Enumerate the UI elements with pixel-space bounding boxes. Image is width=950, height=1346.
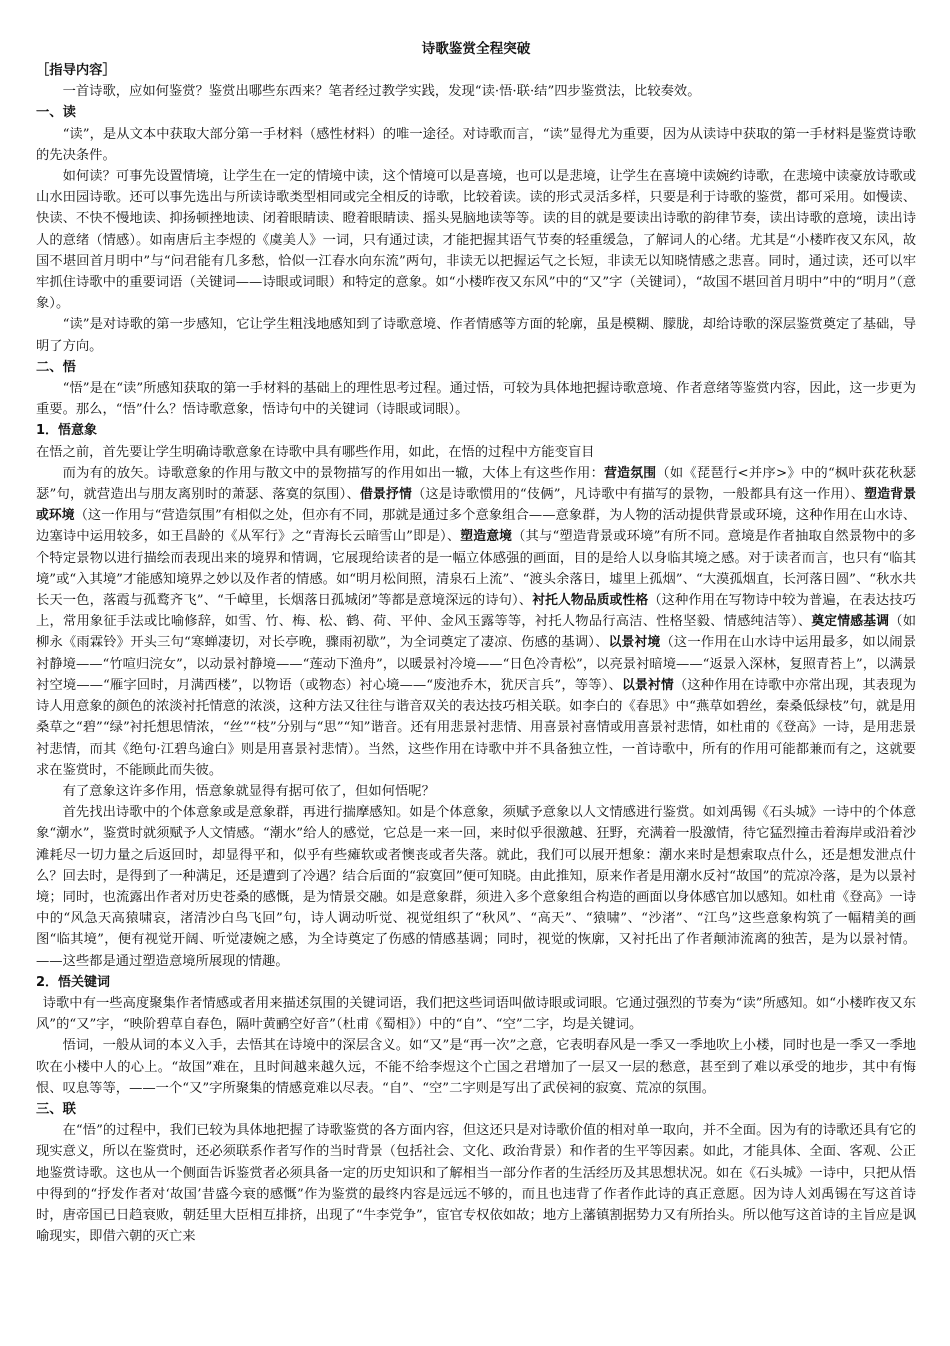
imagery-paragraph-4: 首先找出诗歌中的个体意象或是意象群，再进行揣摩感知。如是个体意象，须赋予意象以人文情感进行鉴赏。如刘禹锡《石头城》一诗中的个体意象“潮水”，鉴赏时就须赋予人文情感。“潮水”给人的感觉，它总是一来一回，来时似乎很激越、狂野，充满着一股激情，待它猛烈撞击着海岸或沿着沙滩耗尽一切力量之后返回时，却显得平和，似乎有些瘫软或者懊丧或者失落。就此，我们可以展开想象：潮水来时是想索取点什么，还是想发泄点什么？回去时，是得到了一种满足，还是遭到了冷遇？结合后面的“寂寞回”便可知晓。由此推知，原来作者是用潮水反衬“故国”的荒凉冷落，是为以景衬境；同时，也流露出作者对历史苍桑的感慨，是为情景交融。如是意象群，须进入多个意象组合构造的画面以身体感官加以感知。如杜甫《登高》一诗中的“风急天高猿啸哀，渚清沙白鸟飞回”句，诗人调动听觉、视觉组织了“秋风”、“高天”、“猿啸”、“沙渚”、“江鸟”这些意象构筑了一幅精美的画图“临其境”，便有视觉开阔、听觉凄婉之感，为全诗奠定了伤感的情感基调；同时，视觉的恢廓，又衬托出了作者颠沛流离的独苦，是为以景衬情。——这些都是通过塑造意境所展现的情趣。	[36, 805, 916, 969]
keyword-character: 衬托人物品质或性格	[532, 593, 649, 609]
imagery-paragraph-3: 有了意象这许多作用，悟意象就显得有据可依了，但如何悟呢？	[62, 783, 435, 799]
imagery-paragraph-1: 在悟之前，首先要让学生明确诗歌意象在诗歌中具有哪些作用，如此，在悟的过程中方能变盲目	[36, 444, 595, 460]
text-run: （如《琵琶行<并序>》中的“枫叶荻花秋瑟瑟”句，就营造出与朋友离别时的萧瑟、落寞的氛围）、	[36, 465, 916, 503]
text-run: （这是诗歌惯用的“伎俩”，凡诗歌中有描写的景物，一般都具有这一作用）、	[411, 487, 865, 503]
text-run: （这种作用在写物诗中较为普遍，在表达技巧上，常用象征手法或比喻修辞，如雪、竹、梅、松、鹤、荷、平仲、金风玉露等等，衬托人物品行高洁、性格坚毅、情感纯洁等）、	[36, 593, 917, 630]
subheading-imagery: 1．悟意象	[36, 423, 98, 439]
keywords-paragraph-2: 悟词，一般从词的本义入手，去悟其在诗境中的深层含义。如“又”是“再一次”之意，它表明春风是一季又一季地吹上小楼，同时也是一季又一季地吹在小楼中人的心上。“故国”难在，且时间越来越久远，不能不给李煜这个亡国之君增加了一层又一层的愁意，甚至到了难以承受的地步，其中有悔恨、叹息等等，——一个“又”字所聚集的情感竟难以尽表。“自”、“空”二字则是写出了武侯祠的寂寞、荒凉的氛围。	[36, 1038, 916, 1096]
read-paragraph-2: 如何读？可事先设置情境，让学生在一定的情境中读，这个情境可以是喜境，也可以是悲境，让学生在喜境中读婉约诗歌，在悲境中读豪放诗歌或山水田园诗歌。还可以事先选出与所读诗歌类型相同或完全相反的诗歌，比较着读。读的形式灵活多样，只要是利于诗歌的鉴赏，都可采用。如慢读、快读、不快不慢地读、抑扬顿挫地读、闭着眼睛读、瞪着眼睛读、摇头晃脑地读等等。读的目的就是要读出诗歌的韵律节奏，读出诗歌的意境，读出诗人的意绪（情感）。如南唐后主李煜的《虞美人》一词，只有通过读，才能把握其语气节奏的轻重缓急，了解词人的心绪。尤其是“小楼昨夜又东风，故国不堪回首月明中”与“问君能有几多愁，恰似一江春水向东流”两句，非读无以把握运气之长短，非读无以知晓情感之悲喜。同时，通过读，还可以牢牢抓住诗歌中的重要词语（关键词——诗眼或词眼）和特定的意象。如“小楼昨夜又东风”中的“又”字（关键词），“故国不堪回首月明中”中的“明月”（意象）。	[36, 169, 916, 312]
text-run: 而为有的放矢。诗歌意象的作用与散文中的景物描写的作用如出一辙，大体上有这些作用：	[62, 465, 605, 481]
keywords-paragraph-1: 诗歌中有一些高度聚集作者情感或者用来描述氛围的关键词语，我们把这些词语叫做诗眼或词眼。它通过强烈的节奏为“读”所感知。如“小楼昨夜又东风”的“又”字，“映阶碧草自春色，隔叶黄鹂空好音”（杜甫《蜀相》）中的“自”、“空”二字，均是关键词。	[36, 995, 916, 1033]
document-title: 诗歌鉴赏全程突破	[421, 41, 531, 57]
guide-heading: ［指导内容］	[36, 63, 116, 78]
keyword-tone: 奠定情感基调	[811, 614, 890, 630]
text-run: （这一作用在山水诗中运用最多，如以闹景衬静境——“竹喧归浣女”，以动景衬静境——“莲动下渔舟”，以暖景衬冷境——“日色冷青松”，以亮景衬暗境——“返景入深林，复照青苔上”，以满景衬空境——“雁字回时，月满西楼”，以物语（或物态）衬心境——“废池乔木，犹厌言兵”，等等）、	[36, 635, 917, 693]
understand-paragraph-1: “悟”是在“读”所感知获取的第一手材料的基础上的理性思考过程。通过悟，可较为具体地把握诗歌意境、作者意绪等鉴赏内容，因此，这一步更为重要。那么，“悟”什么？悟诗歌意象，悟诗句中的关键词（诗眼或词眼）。	[36, 381, 916, 418]
keyword-scene-emotion: 以景衬情	[621, 677, 674, 693]
keyword-atmosphere: 营造氛围	[604, 465, 657, 481]
text-run: （这一作用与“营造氛围”有相似之处，但亦有不同，那就是通过多个意象组合——意象群，为人物的活动提供背景或环境，这种作用在山水诗、边塞诗中运用较多，如王昌龄的《从军行》之“青海长云暗雪山”即是）、	[36, 508, 917, 545]
subheading-keywords: 2．悟关键词	[36, 974, 111, 990]
read-paragraph-1: “读”，是从文本中获取大部分第一手材料（感性材料）的唯一途径。对诗歌而言，“读”显得尤为重要，因为从读诗中获取的第一手材料是鉴赏诗歌的先决条件。	[36, 126, 916, 163]
section-heading-understand: 二、悟	[36, 359, 76, 375]
section-heading-read: 一、读	[36, 105, 76, 121]
keyword-scene-contrast: 以景衬境	[608, 635, 661, 651]
intro-paragraph: 一首诗歌，应如何鉴赏？鉴赏出哪些东西来？笔者经过教学实践，发现“读·悟·联·结”四步鉴赏法，比较奏效。	[62, 84, 701, 100]
section-heading-connect: 三、联	[36, 1101, 76, 1117]
keyword-lyric: 借景抒情	[359, 487, 412, 503]
text-run: （这种作用在诗歌中亦常出现，其表现为诗人用意象的颜色的浓淡衬托情意的浓淡，这种方法又往往与谐音双关的表达技巧相关联。如李白的《春思》中“燕草如碧丝，秦桑低绿枝”句，就是用桑草之“碧”“绿”衬托想思情浓，“丝”“枝”分别与“思”“知”谐音。还有用悲景衬悲情、用喜景衬喜情或用喜景衬悲情，如杜甫的《登高》一诗，是用悲景衬悲情，而其《绝句·江碧鸟逾白》则是用喜景衬悲情）。当然，这些作用在诗歌中并不具备独立性，一首诗歌中，所有的作用可能都兼而有之，这就要求在鉴赏时，不能顾此而失彼。	[36, 677, 917, 778]
text-run: （其与“塑造背景或环境”有所不同。意境是作者抽取自然景物中的多个特定景物以进行描绘而表现出来的境界和情调，它展现给读者的是一幅立体感强的画面，目的是给人以身临其境之感。对于读者而言，也只有“临其境”或“入其境”才能感知境界之妙以及作者的情感。如“明月松间照，清泉石上流”、“渡头余落日，墟里上孤烟”、“大漠孤烟直，长河落日圆”、“秋水共长天一色，落霞与孤鹜齐飞”、“千嶂里，长烟落日孤城闭”等都是意境深远的诗句）、	[36, 529, 916, 609]
read-paragraph-3: “读”是对诗歌的第一步感知，它让学生粗浅地感知到了诗歌意境、作者情感等方面的轮廓，虽是模糊、朦胧，却给诗歌的深层鉴赏奠定了基础，导明了方向。	[36, 317, 916, 354]
imagery-paragraph-2	[36, 463, 916, 781]
keyword-background: 塑造背景或环境	[36, 487, 917, 524]
keyword-artistic-conception: 塑造意境	[460, 529, 513, 545]
text-run: （如柳永《雨霖铃》开头三句“寒蝉凄切，对长亭晚，骤雨初歇”，为全词奠定了凄凉、伤感的基调）、	[36, 614, 917, 651]
connect-paragraph-1: 在“悟”的过程中，我们已较为具体地把握了诗歌鉴赏的各方面内容，但这还只是对诗歌价值的相对单一取向，并不全面。因为有的诗歌还具有它的现实意义，所以在鉴赏时，还必须联系作者写作的当时背景（包括社会、文化、政治背景）和作者的生平等因素。如此，才能具体、全面、客观、公正地鉴赏诗歌。这也从一个侧面告诉鉴赏者必须具备一定的历史知识和了解相当一部分作者的生活经历及其思想状况。如在《石头城》一诗中，只把从悟中得到的“抒发作者对‘故国’昔盛今衰的感慨”作为鉴赏的最终内容是远远不够的，而且也违背了作者作此诗的真正意愿。因为诗人刘禹锡在写这首诗时，唐帝国已日趋衰败，朝廷里大臣相互排挤，出现了“牛李党争”，宦官专权依如故；地方上藩镇割据势力又有所抬头。所以他写这首诗的主旨应是讽喻现实，即借六朝的灭亡来	[36, 1123, 916, 1245]
